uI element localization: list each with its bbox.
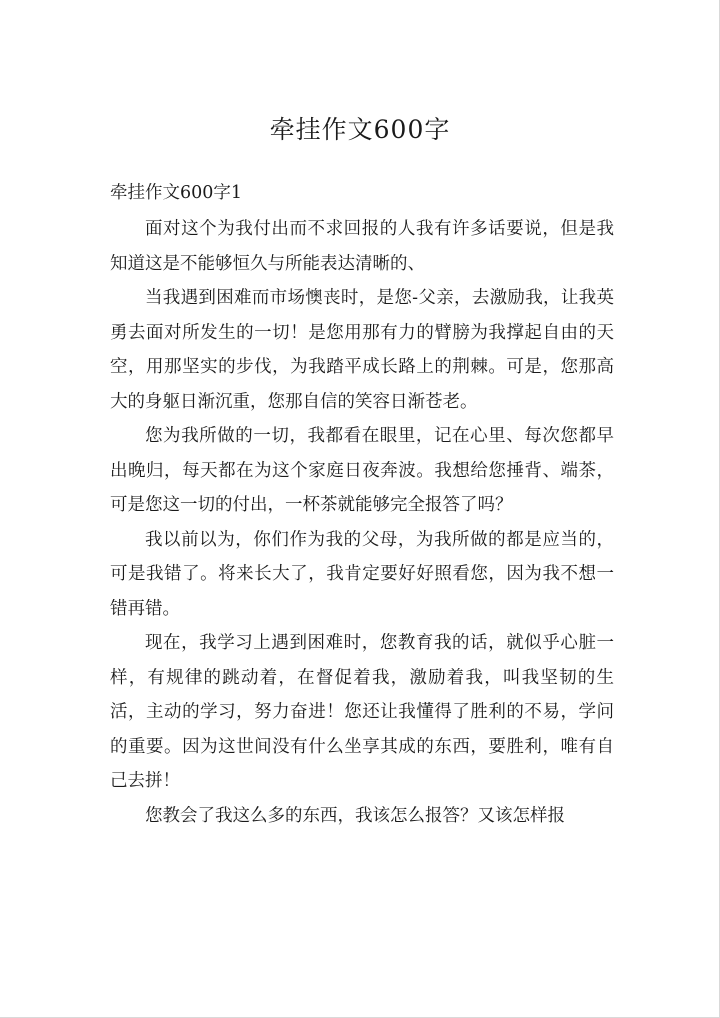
paragraph: 面对这个为我付出而不求回报的人我有许多话要说，但是我知道这是不能够恒久与所能表达清晰的、 (110, 219, 614, 274)
paragraph: 现在，我学习上遇到困难时，您教育我的话，就似乎心脏一样，有规律的跳动着，在督促着我，激励着我，叫我坚韧的生活，主动的学习，努力奋进！您还让我懂得了胜利的不易，学问的重要。因为这世间没有什么坐享其成的东西，要胜利，唯有自己去拼！ (110, 633, 614, 791)
document-body (110, 212, 614, 833)
section-heading: 牵挂作文600字1 (110, 183, 243, 203)
document-title: 牵挂作文600字 (269, 115, 451, 144)
paragraph: 您教会了我这么多的东西，我该怎么报答？又该怎样报 (145, 805, 565, 826)
paragraph: 您为我所做的一切，我都看在眼里，记在心里、每次您都早出晚归，每天都在为这个家庭日夜奔波。我想给您捶背、端茶，可是您这一切的付出，一杯茶就能够完全报答了吗？ (110, 426, 614, 515)
paragraph: 我以前以为，你们作为我的父母，为我所做的都是应当的，可是我错了。将来长大了，我肯定要好好照看您，因为我不想一错再错。 (110, 529, 614, 619)
paragraph: 当我遇到困难而市场懊丧时，是您-父亲，去激励我，让我英勇去面对所发生的一切！是您用那有力的臂膀为我撑起自由的天空，用那坚实的步伐，为我踏平成长路上的荆棘。可是，您那高大的身躯日渐沉重，您那自信的笑容日渐苍老。 (110, 288, 614, 412)
